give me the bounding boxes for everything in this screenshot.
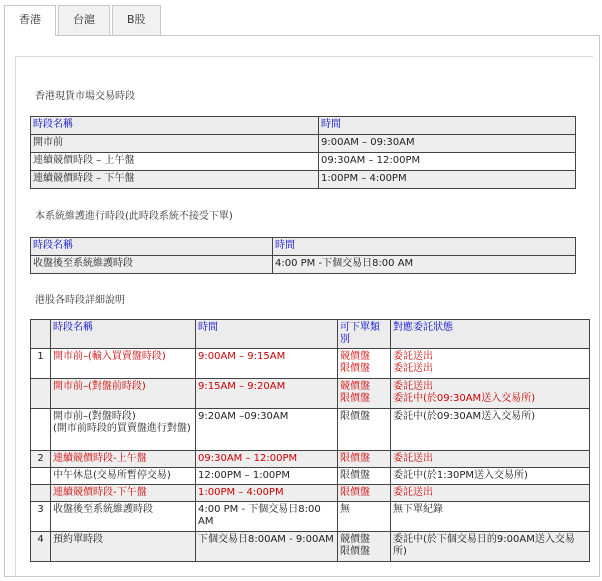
content-area — [15, 56, 593, 576]
row-time: 4:00 PM - 下個交易日8:00 AM — [196, 502, 338, 532]
row-name: 開市前–(對盤前時段) — [51, 379, 196, 409]
col-header-name: 時段名稱 — [51, 320, 196, 349]
section2-title: 本系統維護進行時段(此時段系統不接受下單) — [35, 211, 233, 222]
table-row — [31, 349, 590, 379]
col-header-num — [31, 320, 51, 349]
row-time: 9:20AM –09:30AM — [196, 409, 338, 451]
row-order-type: 競價盤 限價盤 — [338, 532, 391, 562]
row-number: 3 — [31, 502, 51, 532]
row-number: 4 — [31, 532, 51, 562]
row-time: 09:30AM – 12:00PM — [196, 451, 338, 468]
row-number — [31, 409, 51, 451]
col-header-time: 時間 — [319, 117, 576, 135]
row-name: 開市前–(輸入買賣盤時段) — [51, 349, 196, 379]
tab-tw-sh[interactable]: 台滬 — [58, 5, 110, 35]
row-name: 中午休息(交易所暫停交易) — [51, 468, 196, 485]
row-time: 1:00PM – 4:00PM — [319, 171, 576, 189]
row-status: 委託送出 — [391, 485, 590, 502]
col-header-type: 可下單類別 — [338, 320, 391, 349]
table-row — [31, 256, 576, 274]
row-status: 委託中(於09:30AM送入交易所) — [391, 409, 590, 451]
row-time: 9:00AM – 09:30AM — [319, 135, 576, 153]
table-row — [31, 485, 590, 502]
row-name: 預約單時段 — [51, 532, 196, 562]
row-name: 收盤後至系統維護時段 — [51, 502, 196, 532]
table-row — [31, 468, 590, 485]
row-name: 連續競價時段-下午盤 — [51, 485, 196, 502]
row-number — [31, 468, 51, 485]
tab-panel — [4, 35, 600, 577]
row-status: 委託送出 委託中(於09:30AM送入交易所) — [391, 379, 590, 409]
table-row — [31, 153, 576, 171]
table-row — [31, 379, 590, 409]
row-order-type: 限價盤 — [338, 409, 391, 451]
tab-hk[interactable]: 香港 — [4, 5, 56, 36]
row-order-type: 無 — [338, 502, 391, 532]
row-status: 無下單紀錄 — [391, 502, 590, 532]
row-name: 開市前 — [31, 135, 319, 153]
row-order-type: 限價盤 — [338, 485, 391, 502]
row-number — [31, 379, 51, 409]
table-row — [31, 532, 590, 562]
section1-title: 香港現貨市場交易時段 — [35, 91, 135, 102]
col-header-name: 時段名稱 — [31, 238, 273, 256]
row-name: 開市前–(對盤時段) (開市前時段的買賣盤進行對盤) — [51, 409, 196, 451]
row-time: 下個交易日8:00AM - 9:00AM — [196, 532, 338, 562]
row-order-type: 競價盤 限價盤 — [338, 349, 391, 379]
col-header-time: 時間 — [273, 238, 576, 256]
row-order-type: 競價盤 限價盤 — [338, 379, 391, 409]
detail-table — [30, 319, 590, 562]
row-time: 1:00PM – 4:00PM — [196, 485, 338, 502]
row-time: 4:00 PM -下個交易日8:00 AM — [273, 256, 576, 274]
table-row — [31, 502, 590, 532]
row-order-type: 限價盤 — [338, 468, 391, 485]
row-time: 12:00PM – 1:00PM — [196, 468, 338, 485]
row-status: 委託送出 委託送出 — [391, 349, 590, 379]
tab-b-shares[interactable]: B股 — [112, 5, 161, 35]
row-status: 委託中(於下個交易日的9:00AM送入交易所) — [391, 532, 590, 562]
row-number: 1 — [31, 349, 51, 379]
table-row — [31, 451, 590, 468]
section3-title: 港股各時段詳細說明 — [35, 295, 125, 306]
row-name: 收盤後至系統維護時段 — [31, 256, 273, 274]
row-name: 連續競價時段 – 上午盤 — [31, 153, 319, 171]
row-time: 9:15AM – 9:20AM — [196, 379, 338, 409]
trading-hours-table — [30, 116, 576, 189]
table-row — [31, 171, 576, 189]
row-time: 09:30AM – 12:00PM — [319, 153, 576, 171]
market-tabs — [4, 5, 163, 35]
row-status: 委託中(於1:30PM送入交易所) — [391, 468, 590, 485]
table-row — [31, 409, 590, 451]
table-row — [31, 135, 576, 153]
maintenance-table — [30, 237, 576, 274]
row-number: 2 — [31, 451, 51, 468]
row-number — [31, 485, 51, 502]
col-header-time: 時間 — [196, 320, 338, 349]
row-time: 9:00AM – 9:15AM — [196, 349, 338, 379]
row-status: 委託送出 — [391, 451, 590, 468]
col-header-name: 時段名稱 — [31, 117, 319, 135]
col-header-status: 對應委託狀態 — [391, 320, 590, 349]
row-name: 連續競價時段 – 下午盤 — [31, 171, 319, 189]
row-order-type: 限價盤 — [338, 451, 391, 468]
row-name: 連續競價時段-上午盤 — [51, 451, 196, 468]
